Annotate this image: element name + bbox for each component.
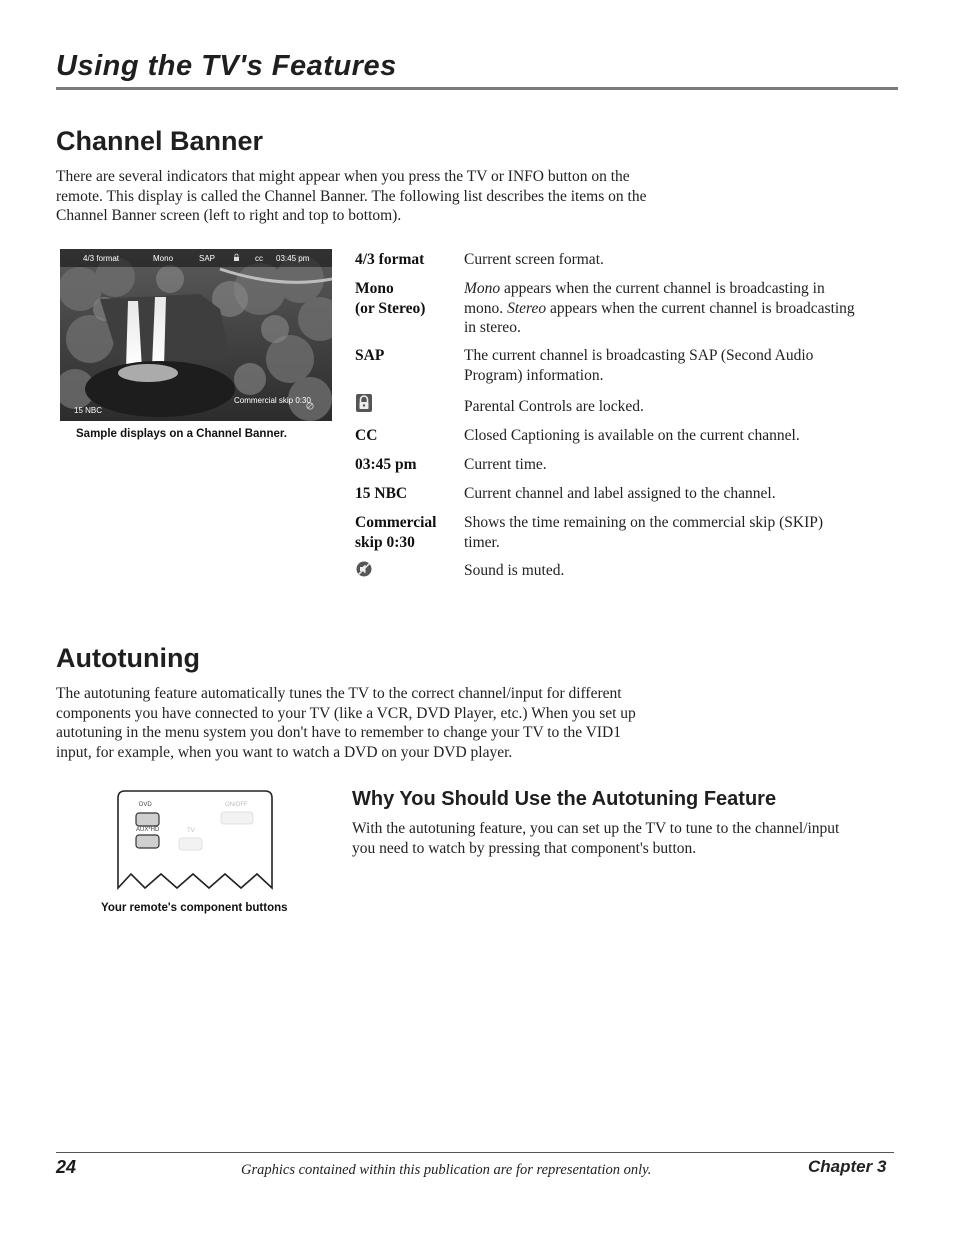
term-mono xyxy=(355,279,425,318)
desc-time: Current time. xyxy=(464,456,547,473)
desc-italic: Mono xyxy=(464,280,501,297)
desc-span: mono. xyxy=(464,299,508,317)
banner-sap-label: SAP xyxy=(199,254,216,263)
banner-audio-label: Mono xyxy=(153,254,174,263)
remote-caption: Your remote's component buttons xyxy=(101,902,288,914)
channel-banner-caption: Sample displays on a Channel Banner. xyxy=(76,428,287,440)
term-commercial-skip xyxy=(355,513,437,552)
page-number: 24 xyxy=(56,1157,77,1177)
autotuning-subtext xyxy=(352,819,839,858)
tv-button-shape xyxy=(179,838,202,850)
remote-aux-label: AUX*HD xyxy=(136,827,160,833)
term-channel: 15 NBC xyxy=(355,485,408,502)
header-rule xyxy=(56,87,898,90)
term-cc: CC xyxy=(355,427,378,444)
term-line: (or Stereo) xyxy=(355,299,426,317)
intro-line: autotuning in the menu system you don't have to remember to change your TV to the VID1 xyxy=(56,724,621,741)
footer-note: Graphics contained within this publication are for representation only. xyxy=(241,1162,652,1178)
mute-icon xyxy=(355,559,373,579)
channel-banner-intro xyxy=(56,167,646,226)
term-format: 4/3 format xyxy=(355,251,425,268)
channel-banner-heading: Channel Banner xyxy=(56,126,264,156)
autotuning-subheading: Why You Should Use the Autotuning Feature xyxy=(352,788,777,810)
desc-line: Program) information. xyxy=(464,366,604,384)
dvd-button-shape xyxy=(136,813,159,826)
desc-channel: Current channel and label assigned to the channel. xyxy=(464,485,776,502)
desc-sap xyxy=(464,346,896,385)
desc-lock: Parental Controls are locked. xyxy=(464,398,644,415)
intro-line: components you have connected to your TV (like a VCR, DVD Player, etc.) When you set up xyxy=(56,704,636,722)
desc-line: Shows the time remaining on the commercial skip (SKIP) xyxy=(464,514,824,531)
remote-dvd-label: DVD xyxy=(139,802,152,808)
remote-component-buttons-illustration xyxy=(117,790,273,892)
term-line: Mono xyxy=(355,280,394,297)
banner-time-label: 03:45 pm xyxy=(276,254,310,263)
desc-span: appears when the current channel is broadcasting in xyxy=(500,280,825,297)
footer-rule xyxy=(56,1152,894,1153)
desc-commercial-skip xyxy=(464,513,896,552)
desc-format: Current screen format. xyxy=(464,251,604,268)
desc-line: The current channel is broadcasting SAP (Second Audio xyxy=(464,347,814,364)
intro-line: input, for example, when you want to watch a DVD on your DVD player. xyxy=(56,743,513,761)
banner-cc-label: cc xyxy=(255,254,263,263)
subtext-line: you need to watch by pressing that component's button. xyxy=(352,839,697,857)
autotuning-intro xyxy=(56,684,636,762)
intro-line: There are several indicators that might appear when you press the TV or INFO button on the xyxy=(56,168,630,185)
intro-line: Channel Banner screen (left to right and top to bottom). xyxy=(56,207,402,224)
lock-icon xyxy=(355,393,373,413)
aux-button-shape xyxy=(136,835,159,848)
remote-tv-label: TV xyxy=(187,828,195,834)
intro-line: The autotuning feature automatically tunes the TV to the correct channel/input for different xyxy=(56,685,622,702)
banner-format-label: 4/3 format xyxy=(83,254,120,263)
desc-line: in stereo. xyxy=(464,319,521,336)
autotuning-heading: Autotuning xyxy=(56,643,200,673)
remote-onoff-label: ON/OFF xyxy=(225,802,248,808)
channel-banner-sample-image xyxy=(60,249,332,421)
desc-italic: Stereo xyxy=(507,299,547,317)
term-line: skip 0:30 xyxy=(355,533,415,551)
desc-cc: Closed Captioning is available on the current channel. xyxy=(464,427,800,444)
page-header-title: Using the TV's Features xyxy=(56,50,397,82)
banner-channel-label: 15 NBC xyxy=(74,406,103,415)
chapter-label: Chapter 3 xyxy=(808,1157,887,1176)
desc-line: timer. xyxy=(464,533,500,551)
term-line: Commercial xyxy=(355,514,437,531)
term-time: 03:45 pm xyxy=(355,456,417,473)
banner-skip-label: Commercial skip 0:30 xyxy=(234,396,311,405)
desc-line xyxy=(464,299,896,319)
desc-line xyxy=(464,279,896,299)
intro-line: remote. This display is called the Channel Banner. The following list describes the items on the xyxy=(56,187,647,205)
desc-mono xyxy=(464,279,896,338)
term-sap: SAP xyxy=(355,347,385,364)
desc-mute: Sound is muted. xyxy=(464,562,565,579)
onoff-button-shape xyxy=(221,812,253,824)
subtext-line: With the autotuning feature, you can set up the TV to tune to the channel/input xyxy=(352,820,840,837)
desc-span: appears when the current channel is broadcasting xyxy=(546,299,855,317)
